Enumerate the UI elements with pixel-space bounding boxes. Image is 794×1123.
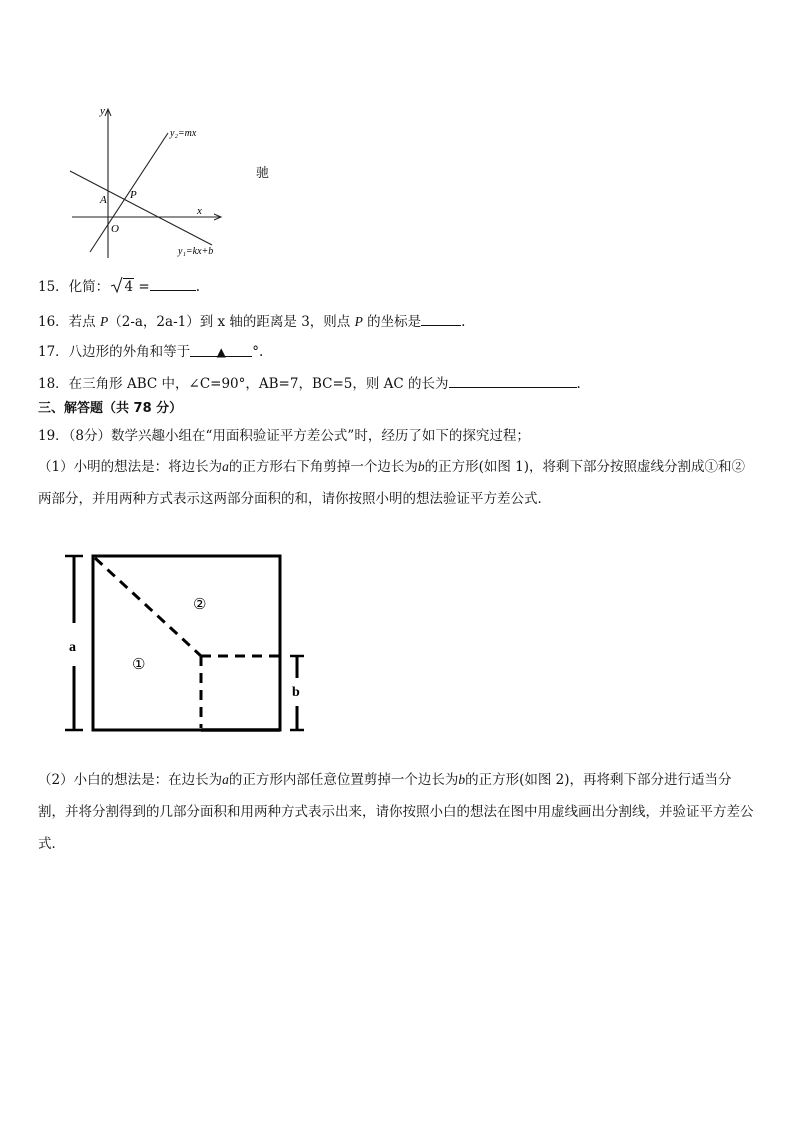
x-axis-label: x [197,205,202,217]
line-y2-label: y₂=mx [170,128,197,139]
q19-p2-text-c: 的正方形(如图 2)，再将剩下部分进行适当分割，并将分割得到的几部分面积和用两种方式表示出来，请你按照小白的想法在图中用虚线画出分割线，并验证平方差公式． [38,772,754,852]
q15-equals: = [138,279,150,295]
question-16 [38,311,465,332]
stray-character: 驰 [256,166,270,181]
point-a-label: A [100,194,107,206]
q15-answer-blank[interactable] [150,276,196,291]
y-axis-label: y [100,105,105,117]
point-p-label: P [130,189,137,201]
line-y2 [90,133,168,252]
dimension-b-label: b [292,685,300,700]
q16-coord: （2-a，2a-1）到 x 轴的距离是 3，则点 [108,314,355,330]
line-y1-label: y₁=kx+b [178,246,214,257]
linear-functions-graph [60,100,230,265]
origin-label: O [111,223,119,235]
q19-p1-var-a: a [222,459,229,474]
q19-p2-var-a: a [222,772,229,787]
q15-prefix: 15．化简： [38,279,110,295]
q16-point-p2: P [354,314,363,329]
q17-prefix: 17．八边形的外角和等于 [38,344,191,360]
q18-answer-blank[interactable] [449,373,577,388]
q19-p2-var-b: b [458,772,466,787]
q16-point-p: P [99,314,109,329]
figure-1-square [60,548,320,738]
q19-p1-text-a: （1）小明的想法是：将边长为 [38,459,223,475]
sqrt-radicand: 4 [124,279,134,295]
question-19-part-1 [38,451,758,515]
region-2-label: ② [193,597,207,613]
q16-suffix: 的坐标是 [362,314,422,330]
q19-p1-text-b: 的正方形右下角剪掉一个边长为 [228,459,418,475]
q19-p1-text-c: 的正方形(如图 1)，将剩下部分按照虚线分割成①和②两部分，并用两种方式表示这两部分面积的和，请你按照小明的想法验证平方差公式． [38,459,746,507]
dimension-a-label: a [69,640,76,655]
q18-text: 18．在三角形 ABC 中，∠C=90°，AB=7，BC=5，则 AC 的长为 [38,376,449,392]
q19-p2-text-a: （2）小白的想法是：在边长为 [38,772,223,788]
triangle-marker-icon: ▲ [216,345,226,359]
region-1-label: ① [132,657,146,673]
q16-answer-blank[interactable] [421,311,461,326]
section-3-heading: 三、解答题（共 78 分） [38,401,183,416]
q17-answer-blank[interactable] [190,342,252,357]
q15-end: . [195,279,200,295]
question-19-part-2 [38,764,758,860]
q19-p1-var-b: b [417,459,425,474]
q19-p2-text-b: 的正方形内部任意位置剪掉一个边长为 [228,772,459,788]
sqrt-expression [113,277,134,297]
line-y1 [70,171,212,245]
question-17 [38,342,263,362]
question-18 [38,373,581,394]
q16-prefix: 16．若点 [38,314,100,330]
q17-suffix: °. [252,344,264,360]
question-15 [38,276,200,297]
sqrt-icon [111,276,123,294]
dashed-diagonal [95,558,201,656]
q18-end: . [576,376,581,392]
q16-end: . [461,314,466,330]
question-19-intro: 19．（8分）数学兴趣小组在“用面积验证平方差公式”时，经历了如下的探究过程； [38,428,530,444]
